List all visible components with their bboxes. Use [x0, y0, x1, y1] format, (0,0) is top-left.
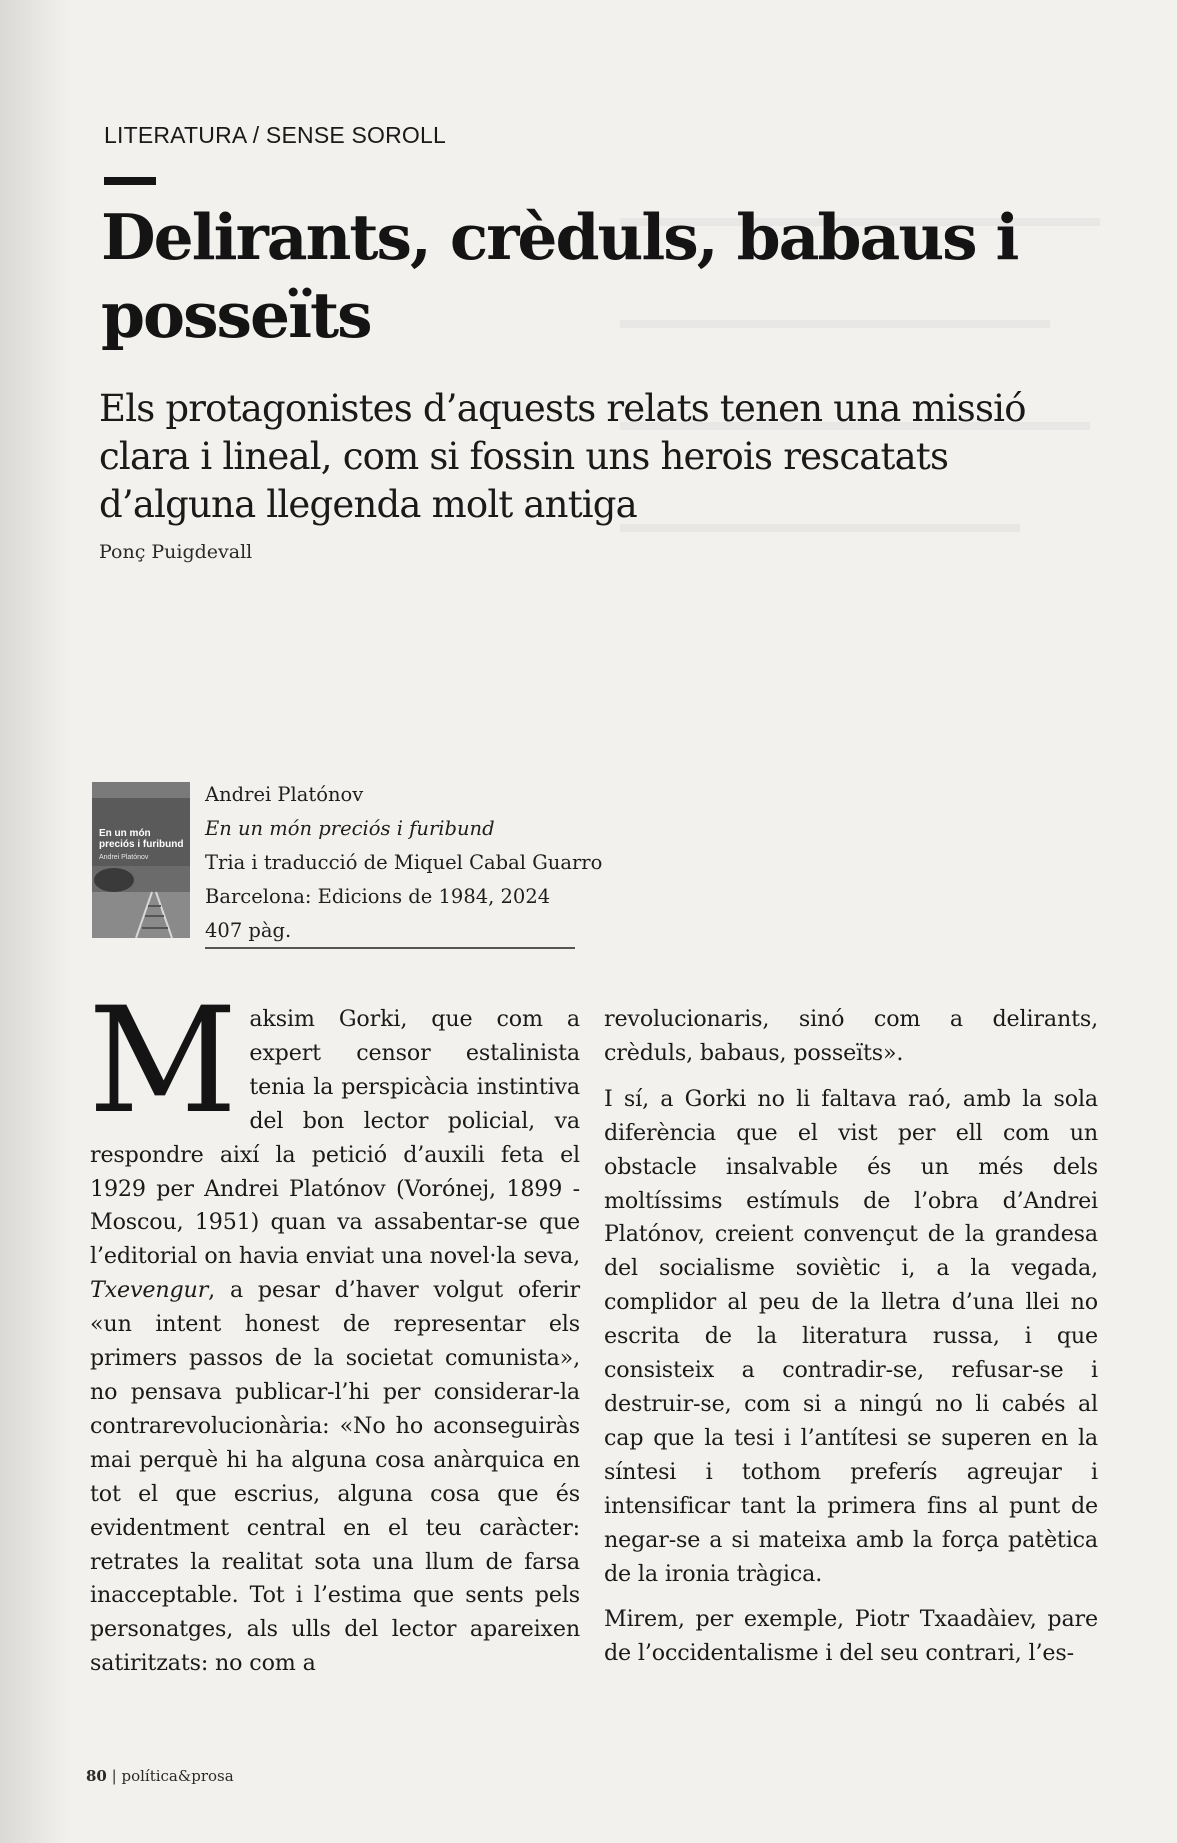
subtitle: Els protagonistes d’aquests relats tenen una missió clara i lineal, com si fossin uns herois rescatats d’alguna llegenda molt antiga: [99, 387, 1026, 526]
title-rule: [104, 177, 156, 185]
magazine-name: política&prosa: [121, 1767, 234, 1785]
book-pages: 407 pàg.: [205, 919, 292, 942]
book-details: [205, 778, 602, 948]
page-number: 80: [86, 1767, 107, 1785]
body-column-left: [88, 976, 580, 1681]
novel-title: Txevengur: [90, 1277, 209, 1304]
book-translation: Tria i traducció de Miquel Cabal Guarro: [205, 851, 603, 874]
body-paragraph: Mirem, per exemple, Piotr Txaadàiev, pare de l’occidentalisme i del seu contrari, l’es-: [604, 1606, 1098, 1667]
book-cover-image: [92, 782, 190, 938]
cover-rail-illustration: [92, 866, 190, 938]
book-author: Andrei Platónov: [205, 783, 364, 806]
book-publisher: Barcelona: Edicions de 1984, 2024: [205, 885, 551, 908]
headline: Delirants, crèduls, babaus i posseïts: [101, 200, 1018, 352]
book-title: En un món preciós i furibund: [205, 817, 495, 840]
body-paragraph: [88, 976, 580, 1681]
byline: Ponç Puigdevall: [99, 541, 253, 563]
drop-cap: M: [88, 976, 238, 1146]
cover-author: Andrei Platónov: [99, 854, 149, 861]
footer-separator: |: [106, 1767, 122, 1785]
page-footer: [86, 1767, 234, 1785]
book-details-rule: [205, 947, 575, 949]
page-gutter-shadow: [0, 0, 70, 1843]
section-label: LITERATURA / SENSE SOROLL: [104, 122, 447, 148]
body-column-right: [604, 1003, 1098, 1671]
cover-title: En un món preciós i furibund: [99, 828, 184, 850]
body-text: aksim Gorki, que com a expert censor estalinista tenia la perspicàcia instintiva del bon lector policial, va respondre així la petició d’auxili feta el 1929 per Andrei Platónov (Vorónej, 1899 - Moscou, 1951) quan va assabentar-se que l’editorial on havia enviat una novel·la seva,: [90, 1006, 580, 1270]
cover-top-band: [92, 782, 190, 798]
body-text: , a pesar d’haver volgut oferir «un intent honest de representar els primers passos de la societat comunista», no pensava publicar-l’hi per considerar-la contrarevolucionària: «No ho aconseguiràs mai perquè hi ha alguna cosa anàrquica en tot el que escrius, alguna cosa que és evidentment central en el teu caràcter: retrates la realitat sota una llum de farsa inacceptable. Tot i l’estima que sents pels personatges, als ulls del lector apareixen satiritzats: no com a: [90, 1277, 580, 1677]
body-paragraph: revolucionaris, sinó com a delirants, crèduls, babaus, posseïts».: [604, 1006, 1098, 1066]
body-paragraph: I sí, a Gorki no li faltava raó, amb la sola diferència que el vist per ell com un obstacle insalvable és un més dels moltíssims estímuls de l’obra d’Andrei Platónov, creient convençut de la grandesa del socialisme soviètic i, a la vegada, complidor al peu de la lletra d’una llei no escrita de la literatura russa, i que consisteix a contradir-se, refusar-se i destruir-se, com si a ningú no li cabés al cap que la tesi i l’antítesi se superen en la síntesi i tothom preferís agreujar i intensificar tant la primera fins al punt de negar-se a si mateixa amb la força patètica de la ironia tràgica.: [604, 1085, 1098, 1587]
